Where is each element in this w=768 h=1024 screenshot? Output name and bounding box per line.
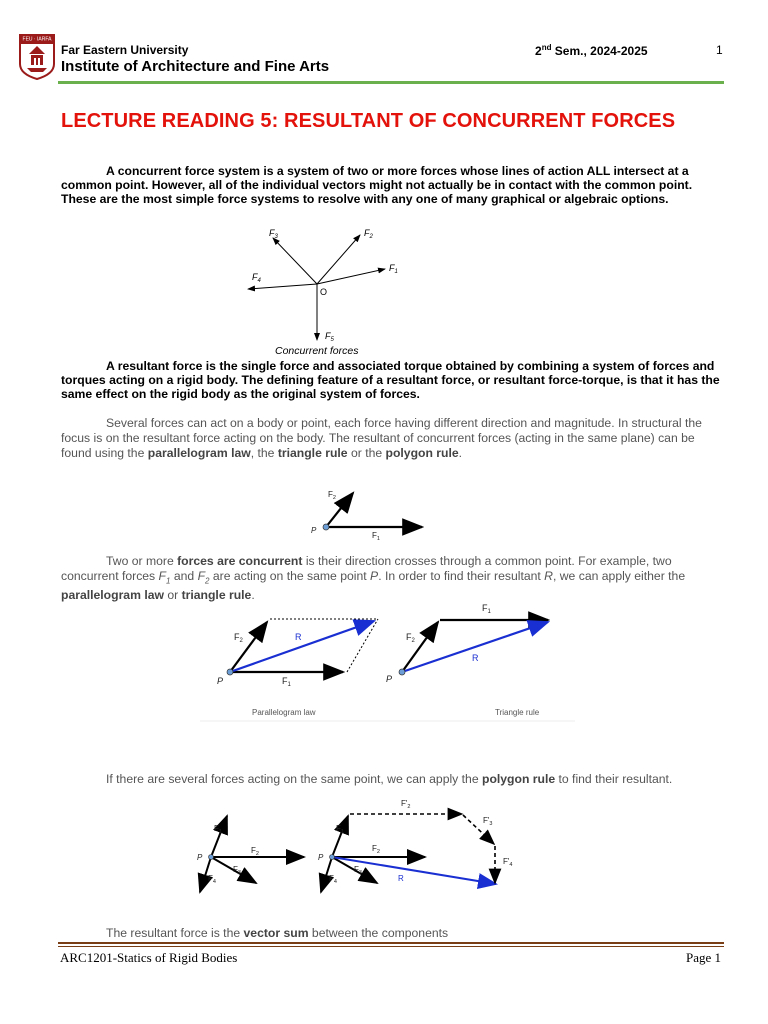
force-f1-arrow	[211, 816, 227, 857]
label-f2-prime: $F'_2$	[401, 799, 411, 810]
figure-parallelogram-triangle	[200, 600, 575, 724]
label-p: P	[311, 526, 317, 535]
label-f1: $F_1$	[372, 531, 380, 542]
label-f3: $F_3$	[233, 865, 241, 876]
dashed-f2-copy	[347, 619, 378, 672]
figure-caption-concurrent: Concurrent forces	[275, 345, 359, 357]
polygon-label-r: R	[398, 874, 404, 883]
label-r: R	[295, 632, 302, 642]
force-f4-arrow	[248, 284, 317, 289]
label-f2: $F_2$	[234, 632, 243, 644]
label-f5: $F_5$	[325, 331, 334, 343]
polygon-label-p: P	[318, 853, 324, 862]
paragraph-concurrent-example: Two or more forces are concurrent is their direction crosses through a common point. For example, two concurrent forces $F_1$ and $F_2$ are acting on the same point P. In order to find their resultant R, we can apply either the parallelogram law or triangle rule.	[61, 554, 686, 603]
label-p: P	[217, 676, 224, 686]
point-p	[209, 855, 214, 860]
page-title: LECTURE READING 5: RESULTANT OF CONCURRENT FORCES	[61, 110, 676, 132]
paragraph-resultant-definition: A resultant force is the single force and associated torque obtained by combining a system of forces and torques acting on a rigid body. The defining feature of a resultant force, or resultant force-torque, is that it has the same effect on the rigid body as the original system of forces.	[61, 359, 720, 401]
triangle-label-r: R	[472, 653, 479, 663]
label-f1: $F_1$	[389, 263, 398, 275]
caption-parallelogram: Parallelogram law	[252, 708, 316, 717]
polygon-label-f1: $F_1$	[336, 824, 344, 835]
paragraph-several-forces: Several forces can act on a body or point, each force having different direction and magnitude. In structural the focus is on the resultant force acting on the body. The resultant of concurrent forces (acting in the same plane) can be found using the parallelogram law, the triangle rule or the polygon rule.	[61, 416, 702, 460]
force-f2-arrow	[317, 235, 360, 284]
logo-text: FEU · IARFA	[22, 36, 52, 43]
point-p	[227, 669, 233, 675]
institute-name: Institute of Architecture and Fine Arts	[61, 58, 330, 75]
label-p: P	[197, 853, 203, 862]
footer-course: ARC1201-Statics of Rigid Bodies	[60, 950, 238, 965]
triangle-label-f2: $F_2$	[406, 632, 415, 644]
figure-concurrent-forces	[240, 222, 410, 360]
caption-triangle: Triangle rule	[495, 708, 540, 717]
semester-label: 2nd Sem., 2024-2025	[535, 43, 648, 58]
polygon-label-f3: $F_3$	[354, 865, 362, 876]
label-f1: $F_1$	[282, 676, 291, 688]
footer-rule-thin	[58, 946, 724, 947]
university-logo	[19, 34, 55, 80]
polygon-point-p	[330, 855, 335, 860]
polygon-label-f4: $F_4$	[329, 874, 337, 885]
force-f3-arrow	[273, 238, 317, 284]
label-f2: $F_2$	[328, 490, 336, 501]
polygon-label-f2: $F_2$	[372, 844, 380, 855]
footer-page: Page 1	[686, 950, 722, 965]
label-origin: O	[320, 287, 328, 297]
force-f1-arrow	[317, 269, 385, 284]
triangle-label-p: P	[386, 674, 393, 684]
header-page-number: 1	[716, 43, 723, 57]
resultant-r-arrow	[230, 621, 374, 672]
label-f2: $F_2$	[251, 846, 259, 857]
label-f3: $F_3$	[269, 228, 278, 240]
paragraph-concurrent-system: A concurrent force system is a system of two or more forces whose lines of action ALL intersect at a common point. However, all of the individual vectors might not actually be in contact with the common point. These are the most simple force systems to resolve with any one of many graphical or algebraic options.	[61, 164, 693, 206]
figure-polygon-rule	[193, 796, 523, 902]
point-p	[323, 524, 329, 530]
paragraph-vector-sum: The resultant force is the vector sum between the components	[106, 926, 449, 940]
figure-two-forces	[306, 484, 432, 542]
triangle-f2-arrow	[402, 622, 438, 672]
triangle-point-p	[399, 669, 405, 675]
triangle-label-f1: $F_1$	[482, 603, 491, 615]
label-f3-prime: $F'_3$	[483, 816, 493, 827]
label-f4: $F_4$	[252, 272, 261, 284]
paragraph-polygon-rule: If there are several forces acting on the same point, we can apply the polygon rule to find their resultant.	[106, 772, 673, 786]
header-rule	[58, 81, 724, 84]
label-f4: $F_4$	[208, 874, 216, 885]
university-name: Far Eastern University	[61, 43, 189, 57]
triangle-resultant-arrow	[402, 622, 548, 672]
label-f2: $F_2$	[364, 228, 373, 240]
footer-rule	[58, 942, 724, 944]
label-f4-prime: $F'_4$	[503, 857, 513, 868]
label-f1: $F_1$	[214, 824, 222, 835]
polygon-f1-arrow	[332, 816, 348, 857]
